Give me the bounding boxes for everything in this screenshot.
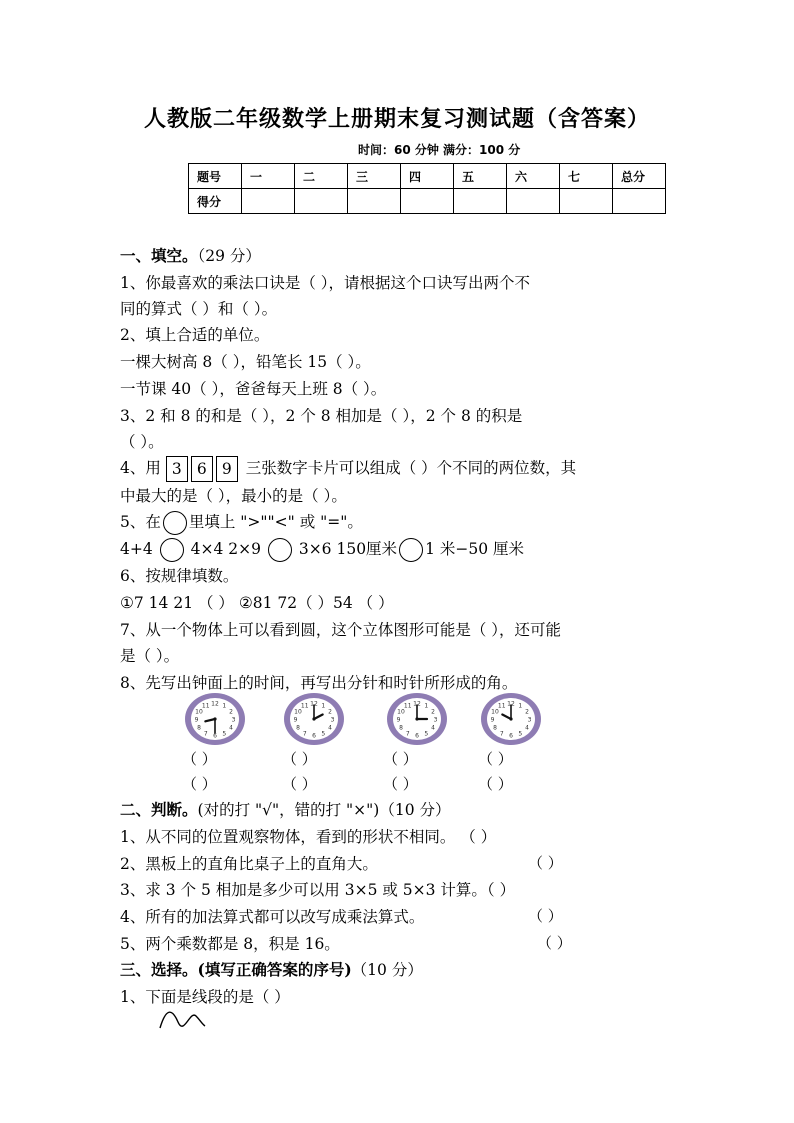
clock-number: 6 (312, 732, 316, 740)
clock-number: 11 (201, 702, 210, 710)
clock-time-blank[interactable]: （ ） (383, 750, 418, 768)
score-input-cell[interactable] (401, 189, 454, 214)
score-cell: 二 (295, 164, 348, 189)
clock-number: 7 (405, 730, 410, 738)
clock-number: 2 (328, 708, 332, 716)
question-2b: 一节课 40（ ），爸爸每天上班 8（ ）。 (120, 380, 387, 398)
digit-card: 3 (166, 456, 188, 482)
clock-number: 10 (294, 708, 302, 716)
page-title: 人教版二年级数学上册期末复习测试题（含答案） (143, 106, 650, 132)
clock-number: 4 (431, 724, 435, 732)
clock-number: 3 (527, 716, 532, 724)
question-1a: 1、你最喜欢的乘法口诀是（ ），请根据这个口诀写出两个不 (120, 274, 531, 292)
clock-number: 9 (396, 716, 401, 724)
score-input-cell[interactable] (613, 189, 666, 214)
clock-number: 5 (518, 730, 523, 738)
score-cell: 六 (507, 164, 560, 189)
clock-number: 2 (229, 708, 233, 716)
clock-number: 6 (509, 732, 513, 740)
score-input-cell[interactable] (348, 189, 401, 214)
clock-number: 8 (296, 724, 300, 732)
judge-item: 1、从不同的位置观察物体，看到的形状不相同。 （ ） (120, 828, 497, 846)
clock-time-blank[interactable]: （ ） (182, 750, 217, 768)
clock-number: 12 (413, 700, 421, 708)
score-cell: 三 (348, 164, 401, 189)
score-cell: 四 (401, 164, 454, 189)
score-header-row (189, 164, 666, 189)
judge-blank[interactable]: （ ） (528, 907, 563, 925)
score-input-cell[interactable] (242, 189, 295, 214)
clock-center (509, 717, 512, 720)
clock-number: 7 (302, 730, 307, 738)
digit-card: 6 (191, 456, 213, 482)
clock-number: 4 (229, 724, 233, 732)
judge-blank[interactable]: （ ） (537, 934, 572, 952)
clock-time-blank[interactable]: （ ） (282, 750, 317, 768)
clock-number: 10 (491, 708, 499, 716)
clock-number: 12 (211, 700, 219, 708)
clock-number: 3 (231, 716, 236, 724)
score-cell: 五 (454, 164, 507, 189)
score-value-row (189, 189, 666, 214)
question-4b: 中最大的是（ ），最小的是（ ）。 (120, 487, 347, 505)
compare-circle-icon[interactable] (399, 538, 423, 562)
section3-heading: 三、选择。(填写正确答案的序号)（10 分） (120, 960, 423, 979)
clock-time-blank[interactable]: （ ） (478, 750, 513, 768)
clock-number: 7 (499, 730, 504, 738)
clock-number: 9 (490, 716, 495, 724)
judge-item: 2、黑板上的直角比桌子上的直角大。 (120, 855, 378, 873)
judge-item: 4、所有的加法算式都可以改写成乘法算式。 (120, 908, 425, 926)
clock-angle-blank[interactable]: （ ） (478, 775, 513, 793)
compare-circle-icon[interactable] (160, 538, 184, 562)
clock-icon (386, 691, 448, 747)
question-3b: （ ）。 (120, 433, 164, 451)
section1-heading: 一、填空。（29 分） (120, 246, 261, 265)
score-cell: 题号 (189, 164, 242, 189)
clock-number: 1 (424, 702, 429, 710)
clock-number: 11 (497, 702, 506, 710)
clock-number: 8 (493, 724, 497, 732)
clock-number: 10 (195, 708, 203, 716)
score-input-cell[interactable] (454, 189, 507, 214)
clock-number: 2 (431, 708, 435, 716)
clock-angle-blank[interactable]: （ ） (383, 775, 418, 793)
clock-number: 6 (213, 732, 217, 740)
clock-number: 11 (403, 702, 412, 710)
clock-icon (480, 691, 542, 747)
clock-number: 6 (415, 732, 419, 740)
score-cell: 七 (560, 164, 613, 189)
clock-number: 12 (507, 700, 515, 708)
digit-card: 9 (216, 456, 238, 482)
compare-circle-icon (163, 511, 187, 535)
score-cell: 得分 (189, 189, 242, 214)
section2-heading: 二、判断。(对的打 "√"，错的打 "×")（10 分） (120, 800, 451, 819)
clock-number: 8 (197, 724, 201, 732)
clock-number: 2 (525, 708, 529, 716)
clock-angle-blank[interactable]: （ ） (182, 775, 217, 793)
score-input-cell[interactable] (295, 189, 348, 214)
clock-number: 1 (518, 702, 523, 710)
clock-number: 5 (424, 730, 429, 738)
clock-number: 7 (203, 730, 208, 738)
clock-icon (283, 691, 345, 747)
question-6a: ①7 14 21 （ ） ②81 72（ ）54 （ ） (120, 594, 394, 612)
question-6: 6、按规律填数。 (120, 567, 239, 585)
question-3a: 3、2 和 8 的和是（ ），2 个 8 相加是（ ），2 个 8 的积是 (120, 407, 523, 425)
clock-angle-blank[interactable]: （ ） (282, 775, 317, 793)
judge-item: 3、求 3 个 5 相加是多少可以用 3×5 或 5×3 计算。（ ） (120, 881, 516, 899)
clock-icon (184, 691, 246, 747)
score-input-cell[interactable] (560, 189, 613, 214)
judge-item: 5、两个乘数都是 8，积是 16。 (120, 935, 340, 953)
clock-number: 8 (399, 724, 403, 732)
clock-number: 1 (321, 702, 326, 710)
clock-number: 4 (328, 724, 332, 732)
question-4a: 4、用 3 6 9 三张数字卡片可以组成（ ）个不同的两位数，其 (120, 456, 576, 482)
clock-number: 9 (194, 716, 199, 724)
clock-number: 12 (310, 700, 318, 708)
clock-number: 3 (330, 716, 335, 724)
clock-center (312, 717, 315, 720)
question-8: 8、先写出钟面上的时间，再写出分针和时针所形成的角。 (120, 674, 518, 692)
score-cell: 一 (242, 164, 295, 189)
clock-number: 3 (433, 716, 438, 724)
question-2: 2、填上合适的单位。 (120, 326, 270, 344)
clock-number: 5 (321, 730, 326, 738)
clock-number: 9 (293, 716, 298, 724)
question-1b: 同的算式（ ）和（ ）。 (120, 300, 278, 318)
question-2a: 一棵大树高 8（ ），铅笔长 15（ ）。 (120, 353, 371, 371)
clock-number: 11 (300, 702, 309, 710)
judge-blank[interactable]: （ ） (528, 854, 563, 872)
score-cell: 总分 (613, 164, 666, 189)
clock-center (213, 717, 216, 720)
score-table (188, 163, 666, 214)
exam-meta: 时间：60 分钟 满分：100 分 (358, 143, 521, 157)
clock-number: 10 (397, 708, 405, 716)
choice-question-1: 1、下面是线段的是（ ） (120, 988, 290, 1006)
score-input-cell[interactable] (507, 189, 560, 214)
question-5-items: 4+4 4×4 2×9 3×6 150厘米 1 米−50 厘米 (120, 537, 524, 562)
question-5: 5、在 里填上 ">""<" 或 "="。 (120, 510, 363, 535)
question-7a: 7、从一个物体上可以看到圆，这个立体图形可能是（ ），还可能 (120, 621, 562, 639)
wave-line-icon (158, 1010, 208, 1032)
question-7b: 是（ ）。 (120, 647, 180, 665)
clock-number: 1 (222, 702, 227, 710)
clock-number: 4 (525, 724, 529, 732)
clock-number: 5 (222, 730, 227, 738)
clock-center (415, 717, 418, 720)
compare-circle-icon[interactable] (268, 538, 292, 562)
